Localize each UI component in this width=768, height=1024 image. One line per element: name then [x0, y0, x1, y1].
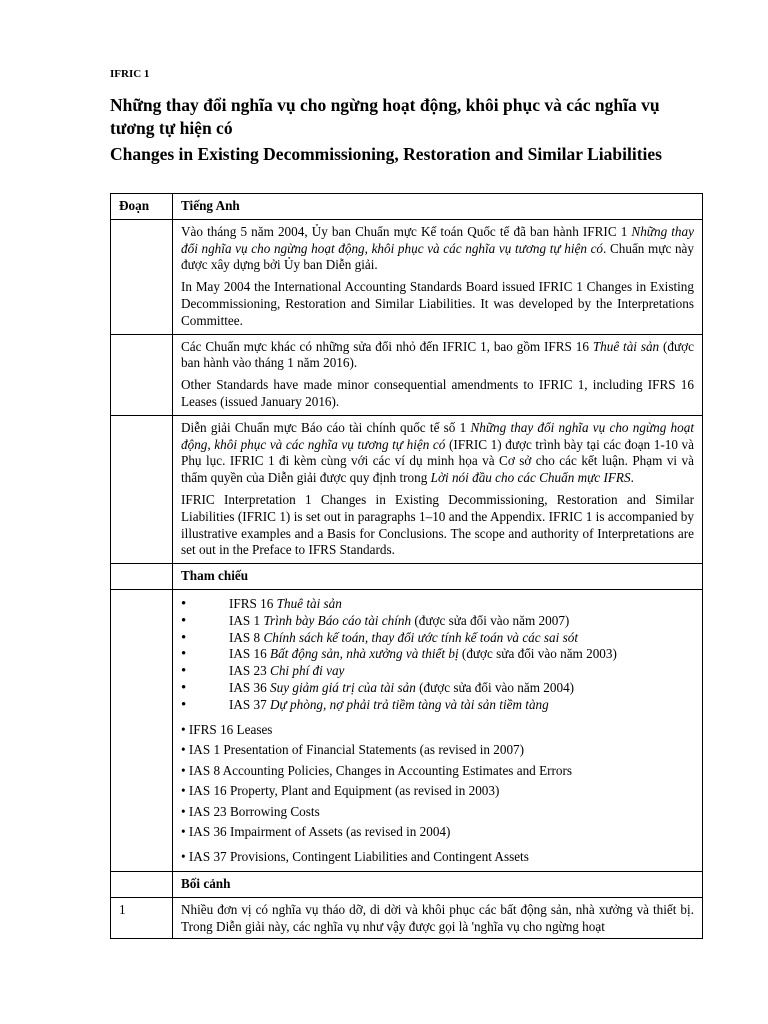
header-english: Tiếng Anh — [173, 194, 703, 220]
title-english: Changes in Existing Decommissioning, Restoration and Similar Liabilities — [110, 144, 662, 164]
section-heading-references: Tham chiếu — [173, 564, 703, 590]
content-cell — [173, 897, 703, 938]
table-header-row — [111, 194, 703, 220]
table-row-intro — [111, 219, 703, 334]
document-label: IFRIC 1 — [110, 68, 150, 80]
list-item: • IAS 36 Impairment of Assets (as revised in 2004) — [181, 824, 451, 840]
content-cell — [173, 589, 703, 871]
references-list-vi — [181, 596, 694, 714]
list-item: • IAS 37 Dự phòng, nợ phải trả tiềm tàng và tài sản tiềm tàng — [181, 697, 694, 714]
scope-en: IFRIC Interpretation 1 Changes in Existing Decommissioning, Restoration and Similar Liabilities (IFRIC 1) is set out in paragraphs 1–10 and the Appendix. IFRIC 1 is accompanied by illustrative examples and a Basis for Conclusions. The scope and authority of Interpretations are set out in the Preface to IFRS Standards. — [181, 491, 694, 558]
list-item: • IFRS 16 Thuê tài sản — [181, 596, 694, 613]
paragraph-number: 1 — [111, 897, 173, 938]
para-cell — [111, 564, 173, 590]
references-list-en — [181, 722, 694, 866]
content-cell — [173, 415, 703, 563]
table-row-paragraph-1 — [111, 897, 703, 938]
para-cell — [111, 219, 173, 334]
para-cell — [111, 589, 173, 871]
list-item: • IAS 8 Accounting Policies, Changes in Accounting Estimates and Errors — [181, 762, 573, 778]
list-item: • IAS 8 Chính sách kế toán, thay đổi ước tính kế toán và các sai sót — [181, 630, 694, 647]
list-item: • IAS 16 Bất động sản, nhà xưởng và thiết bị (được sửa đổi vào năm 2003) — [181, 646, 694, 663]
amend-en: Other Standards have made minor consequential amendments to IFRIC 1, including IFRS 16 Leases (issued January 2016). — [181, 377, 694, 409]
list-item: • IAS 36 Suy giảm giá trị của tài sản (được sửa đổi vào năm 2004) — [181, 680, 694, 697]
list-item: • IAS 16 Property, Plant and Equipment (as revised in 2003) — [181, 783, 500, 799]
content-cell — [173, 219, 703, 334]
para-cell — [111, 334, 173, 415]
content-cell — [173, 334, 703, 415]
amend-vi: Các Chuẩn mực khác có những sửa đổi nhỏ đến IFRIC 1, bao gồm IFRS 16 Thuê tài sản (được ban hành vào tháng 1 năm 2016). — [181, 338, 694, 371]
intro-vi: Vào tháng 5 năm 2004, Ủy ban Chuẩn mực Kế toán Quốc tế đã ban hành IFRIC 1 Những thay đổi nghĩa vụ cho ngừng hoạt động, khôi phục và các nghĩa vụ tương tự hiện có. Chuẩn mực này được xây dựng bởi Ủy ban Diễn giải. — [181, 223, 694, 273]
bilingual-table — [110, 193, 703, 939]
intro-en: In May 2004 the International Accounting Standards Board issued IFRIC 1 Changes in Existing Decommissioning, Restoration and Similar Liabilities. It was developed by the Interpretations Committee. — [181, 279, 694, 328]
list-item: • IAS 37 Provisions, Contingent Liabilities and Contingent Assets — [181, 848, 529, 864]
table-row-references-heading — [111, 564, 703, 590]
table-row-amendments — [111, 334, 703, 415]
paragraph-1-text: Nhiều đơn vị có nghĩa vụ tháo dỡ, di dời và khôi phục các bất động sản, nhà xưởng và thiết bị. Trong Diễn giải này, các nghĩa vụ như vậy được gọi là 'nghĩa vụ cho ngừng hoạt — [181, 901, 694, 934]
section-heading-background: Bối cảnh — [173, 872, 703, 898]
para-cell — [111, 415, 173, 563]
table-row-background-heading — [111, 872, 703, 898]
list-item: • IAS 23 Chi phí đi vay — [181, 663, 694, 680]
list-item: • IAS 1 Trình bày Báo cáo tài chính (được sửa đổi vào năm 2007) — [181, 613, 694, 630]
title-vietnamese: Những thay đổi nghĩa vụ cho ngừng hoạt động, khôi phục và các nghĩa vụ tương tự hiện có — [110, 95, 660, 138]
table-row-scope — [111, 415, 703, 563]
list-item: • IAS 23 Borrowing Costs — [181, 803, 320, 819]
list-item: • IFRS 16 Leases — [181, 721, 273, 737]
list-item: • IAS 1 Presentation of Financial Statements (as revised in 2007) — [181, 742, 525, 758]
para-cell — [111, 872, 173, 898]
scope-vi: Diễn giải Chuẩn mực Báo cáo tài chính quốc tế số 1 Những thay đổi nghĩa vụ cho ngừng hoạt động, khôi phục và các nghĩa vụ tương tự hiện có (IFRIC 1) được trình bày tại các đoạn 1-10 và Phụ lục. IFRIC 1 đi kèm cùng với các ví dụ minh họa và Cơ sở cho các kết luận. Phạm vi và thẩm quyền của Diễn giải được quy định trong Lời nói đầu cho các Chuẩn mực IFRS. — [181, 419, 695, 486]
table-row-references — [111, 589, 703, 871]
header-paragraph: Đoạn — [111, 194, 173, 220]
